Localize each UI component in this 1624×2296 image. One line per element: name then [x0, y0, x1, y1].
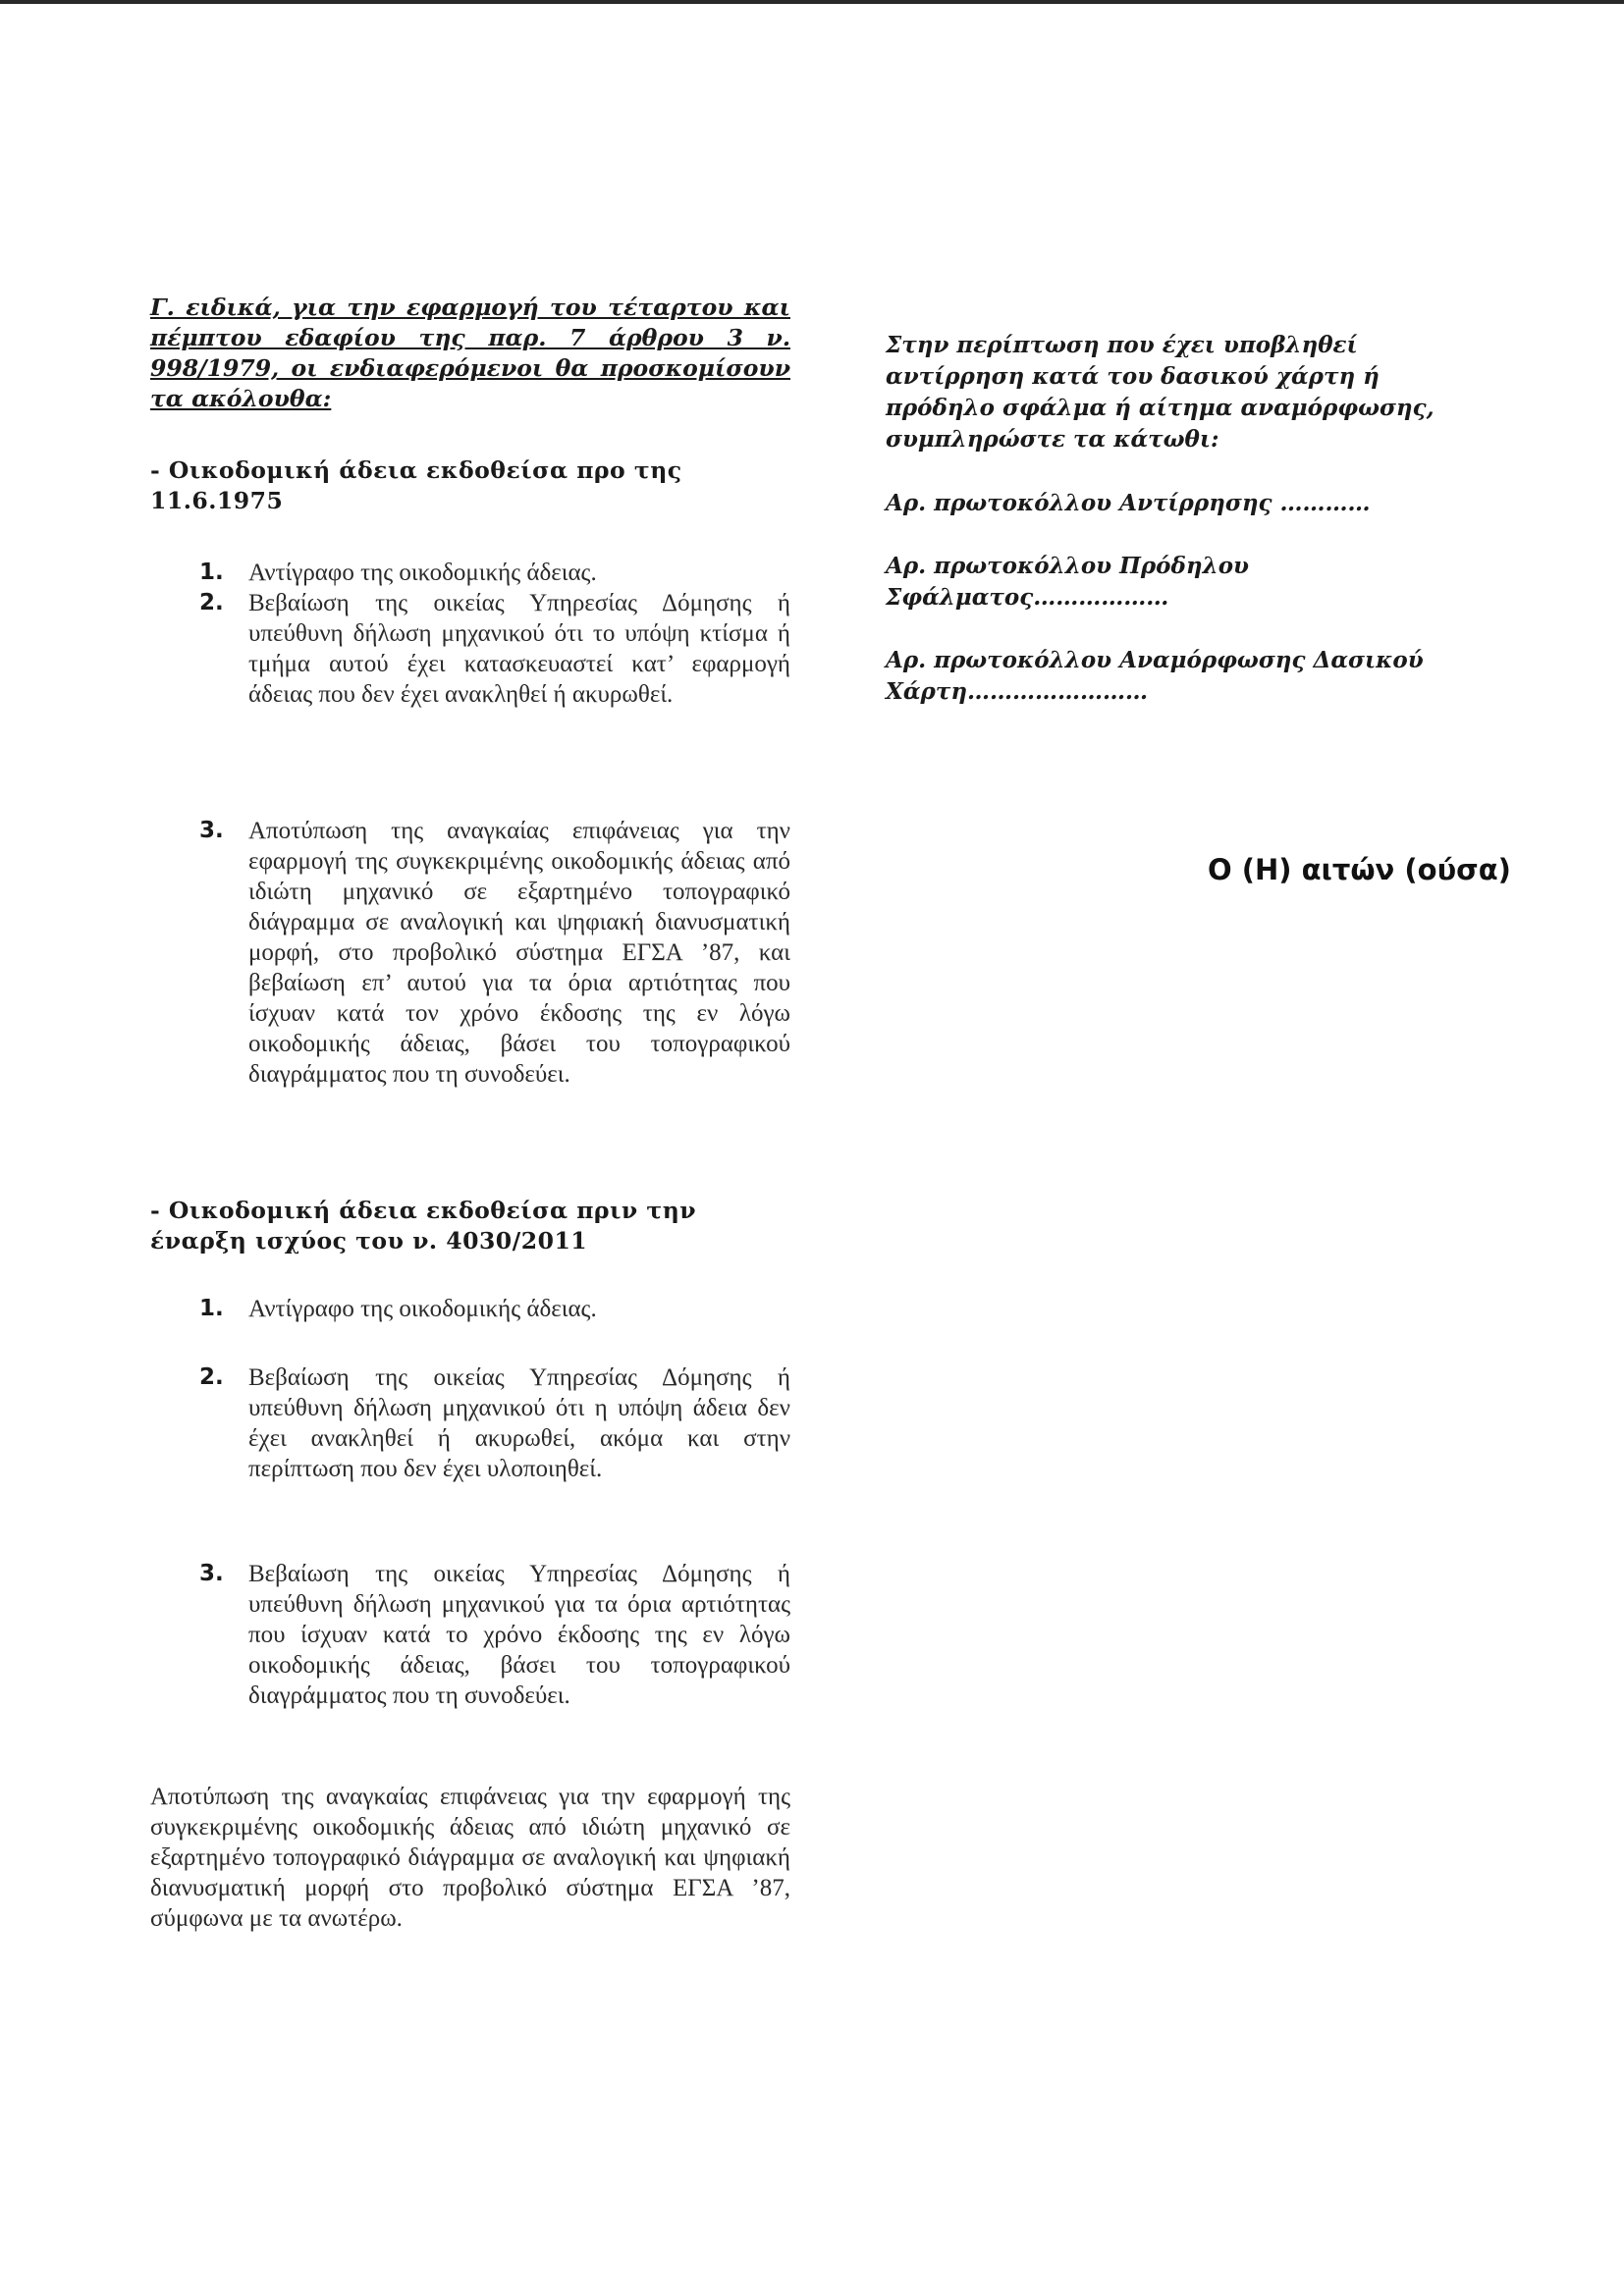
list-item — [199, 558, 790, 588]
item-text: Βεβαίωση της οικείας Υπηρεσίας Δόμησης ή υπεύθυνη δήλωση μηχανικού για τα όρια αρτιότητας που ίσχυαν κατά το χρόνο έκδοσης της εν λόγω οικοδομικής άδειας, βάσει του τοπογραφικού διαγράμματος που τη συνοδεύει. — [248, 1561, 790, 1709]
item-number: 2. — [199, 1364, 224, 1390]
list-item — [199, 1294, 790, 1324]
item-number: 3. — [199, 1561, 224, 1586]
item-number: 1. — [199, 1296, 224, 1321]
error-protocol-field[interactable]: Αρ. πρωτοκόλλου Πρόδηλου Σφάλματος……………… — [886, 553, 1249, 611]
reform-protocol-field[interactable]: Αρ. πρωτοκόλλου Αναμόρφωσης Δασικού Χάρτη…………………… — [886, 647, 1424, 705]
pre1975-heading-line1: - Οικοδομική άδεια εκδοθείσα προ της — [150, 456, 682, 484]
list-item — [199, 816, 790, 1090]
scan-top-edge — [0, 0, 1624, 4]
applicant-signature-label: Ο (Η) αιτών (ούσα) — [1208, 853, 1511, 886]
objection-box — [886, 330, 1475, 708]
item-text: Βεβαίωση της οικείας Υπηρεσίας Δόμησης ή υπεύθυνη δήλωση μηχανικού ότι η υπόψη άδεια δεν έχει ανακληθεί ή ακυρωθεί, ακόμα και στην περίπτωση που δεν έχει υλοποιηθεί. — [248, 1364, 790, 1482]
pre2011-list-3 — [199, 1559, 790, 1711]
pre1975-heading — [150, 455, 790, 516]
pre2011-list-2 — [199, 1362, 790, 1484]
closing-paragraph: Αποτύπωση της αναγκαίας επιφάνειας για την εφαρμογή της συγκεκριμένης οικοδομικής άδειας από ιδιώτη μηχανικό σε εξαρτημένο τοπογραφικό διάγραμμα σε αναλογική και ψηφιακή διανυσματική μορφή στο προβολικό σύστημα ΕΓΣΑ ’87, σύμφωνα με τα ανωτέρω. — [150, 1784, 790, 1932]
item-text: Αντίγραφο της οικοδομικής άδειας. — [248, 560, 597, 586]
item-text: Αντίγραφο της οικοδομικής άδειας. — [248, 1296, 597, 1322]
pre2011-heading-line1: - Οικοδομική άδεια εκδοθείσα πριν την — [150, 1197, 697, 1224]
item-number: 2. — [199, 590, 224, 615]
objection-protocol-field[interactable]: Αρ. πρωτοκόλλου Αντίρρησης ………… — [886, 490, 1371, 516]
section-g-heading: Γ. ειδικά, για την εφαρμογή του τέταρτου και πέμπτου εδαφίου της παρ. 7 άρθρου 3 ν. 998/1979, οι ενδιαφερόμενοι θα προσκομίσουν τα ακόλουθα: — [150, 294, 790, 412]
item-number: 3. — [199, 818, 224, 843]
item-text: Βεβαίωση της οικείας Υπηρεσίας Δόμησης ή υπεύθυνη δήλωση μηχανικού ότι το υπόψη κτίσμα ή τμήμα αυτού έχει κατασκευαστεί κατ’ εφαρμογή άδειας που δεν έχει ανακληθεί ή ακυρωθεί. — [248, 590, 790, 708]
pre1975-list — [199, 558, 790, 710]
pre1975-heading-line2: 11.6.1975 — [150, 487, 284, 514]
list-item — [199, 1559, 790, 1711]
item-number: 1. — [199, 560, 224, 585]
item-text: Αποτύπωση της αναγκαίας επιφάνειας για την εφαρμογή της συγκεκριμένης οικοδομικής άδειας από ιδιώτη μηχανικό σε εξαρτημένο τοπογραφικό διάγραμμα σε αναλογική και ψηφιακή διανυσματική μορφή, στο προβολικό σύστημα ΕΓΣΑ ’87, και βεβαίωση επ’ αυτού για τα όρια αρτιότητας που ίσχυαν κατά τον χρόνο έκδοσης της εν λόγω οικοδομικής άδειας, βάσει του τοπογραφικού διαγράμματος που τη συνοδεύει. — [248, 818, 790, 1088]
pre2011-heading-line2: έναρξη ισχύος του ν. 4030/2011 — [150, 1227, 588, 1255]
list-item — [199, 1362, 790, 1484]
objection-intro: Στην περίπτωση που έχει υποβληθεί αντίρρηση κατά του δασικού χάρτη ή πρόδηλο σφάλμα ή αίτημα αναμόρφωσης, συμπληρώστε τα κάτωθι: — [886, 332, 1435, 453]
pre1975-list-continued — [199, 816, 790, 1090]
requirements-column — [150, 293, 790, 1932]
list-item — [199, 588, 790, 710]
pre2011-list — [199, 1294, 790, 1324]
pre2011-heading — [150, 1196, 790, 1256]
